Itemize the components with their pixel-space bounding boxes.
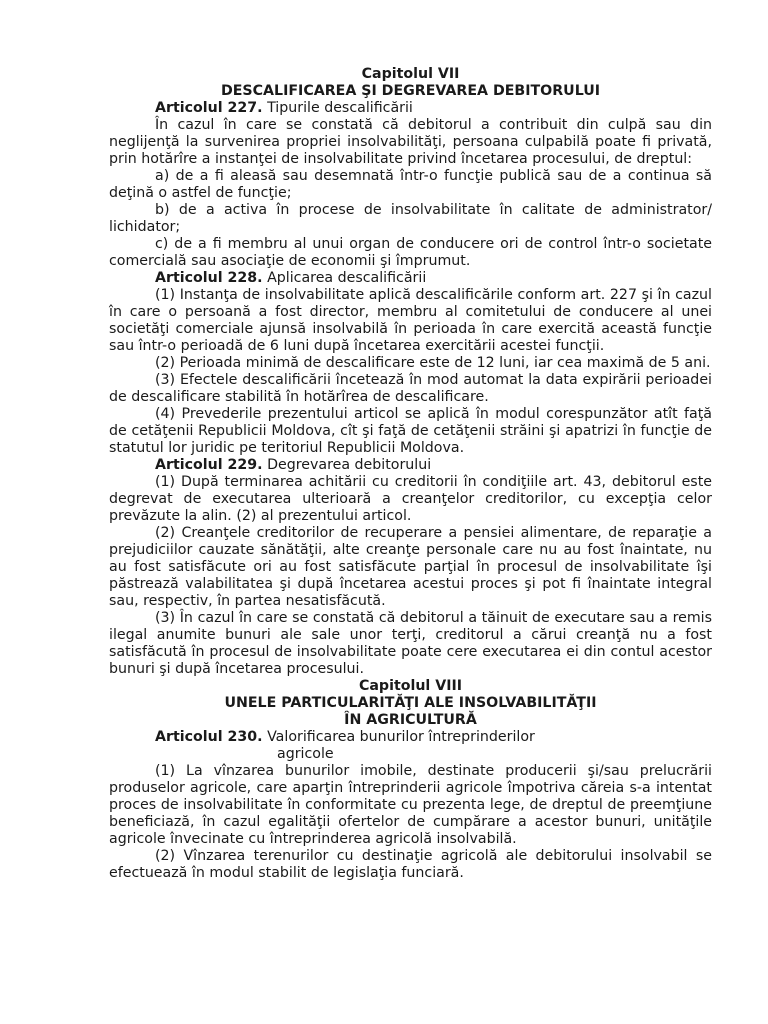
article-227-paragraph: b) de a activa în procese de insolvabilitate în calitate de administrator/ lichidator;	[109, 202, 712, 235]
article-230-heading	[109, 729, 712, 746]
article-227-paragraph: a) de a fi aleasă sau desemnată într-o funcţie publică sau de a continua să deţină o astfel de funcţie;	[109, 168, 712, 201]
chapter-8-title-line-2: ÎN AGRICULTURĂ	[344, 712, 477, 728]
article-228-label: Articolul 228.	[155, 270, 263, 286]
article-227-paragraph: c) de a fi membru al unui organ de conducere ori de control într-o societate comercială sau asociaţie de economii şi împrumut.	[109, 236, 712, 269]
article-229-paragraph: (1) După terminarea achitării cu creditorii în condiţiile art. 43, debitorul este degrevat de executarea ulterioară a creanţelor creditorilor, cu excepţia celor prevăzute la alin. (2) al prezentului articol.	[109, 474, 712, 524]
article-228-paragraph: (3) Efectele descalificării încetează în mod automat la data expirării perioadei de descalificare stabilită în hotărîrea de descalificare.	[109, 372, 712, 405]
article-228-paragraph: (1) Instanţa de insolvabilitate aplică descalificările conform art. 227 şi în cazul în care o persoană a fost director, membru al comitetului de conducere al unei societăţi comerciale ajunsă insolvabilă în perioada în care exercită această funcţie sau într-o perioadă de 6 luni după încetarea exercitării acestei funcţii.	[109, 287, 712, 354]
article-230-name: Valorificarea bunurilor întreprinderilor	[267, 729, 535, 745]
article-228-name: Aplicarea descalificării	[267, 270, 427, 286]
article-227-heading	[109, 100, 712, 117]
article-230-label: Articolul 230.	[155, 729, 263, 745]
article-230-paragraph: (2) Vînzarea terenurilor cu destinaţie agricolă ale debitorului insolvabil se efectuează în modul stabilit de legislaţia funciară.	[109, 848, 712, 881]
article-228-paragraph: (4) Prevederile prezentului articol se aplică în modul corespunzător atît faţă de cetăţenii Republicii Moldova, cît şi faţă de cetăţenii străini şi apatrizi în funcţie de statutul lor juridic pe teritoriul Republicii Moldova.	[109, 406, 712, 456]
article-228-paragraph: (2) Perioada minimă de descalificare este de 12 luni, iar cea maximă de 5 ani.	[155, 355, 711, 371]
article-229-name: Degrevarea debitorului	[267, 457, 432, 473]
article-229-label: Articolul 229.	[155, 457, 263, 473]
article-227-label: Articolul 227.	[155, 100, 263, 116]
article-229-heading	[109, 457, 712, 474]
chapter-7-heading: Capitolul VII	[361, 66, 460, 82]
chapter-7-title: DESCALIFICAREA ŞI DEGREVAREA DEBITORULUI	[220, 83, 601, 99]
article-230-paragraph: (1) La vînzarea bunurilor imobile, destinate producerii şi/sau prelucrării produselor agricole, care aparţin întreprinderii agricole împotriva căreia s-a intentat proces de insolvabilitate în conformitate cu prezenta lege, de dreptul de preemţiune beneficiază, în cazul egalităţii ofertelor de cumpărare a acestor bunuri, unităţile agricole învecinate cu întreprinderea agricolă insolvabilă.	[109, 763, 712, 847]
chapter-8-heading: Capitolul VIII	[358, 678, 463, 694]
article-227-paragraph: În cazul în care se constată că debitorul a contribuit din culpă sau din neglijenţă la survenirea propriei insolvabilităţi, persoana culpabilă poate fi privată, prin hotărîre a instanţei de insolvabilitate privind încetarea procesului, de dreptul:	[109, 117, 712, 167]
article-228-heading	[109, 270, 712, 287]
article-229-paragraph: (3) În cazul în care se constată că debitorul a tăinuit de executare sau a remis ilegal anumite bunuri ale sale unor terţi, creditorul a cărui creanţă nu a fost satisfăcută în procesul de insolvabilitate poate cere executarea ei din contul acestor bunuri şi după încetarea procesului.	[109, 610, 712, 677]
article-227-name: Tipurile descalificării	[267, 100, 413, 116]
article-229-paragraph: (2) Creanţele creditorilor de recuperare a pensiei alimentare, de reparaţie a prejudiciilor cauzate sănătăţii, alte creanţe personale care nu au fost înaintate, nu au fost satisfăcute ori au fost satisfăcute parţial în procesul de insolvabilitate îşi păstrează valabilitatea şi după încetarea acestui proces şi pot fi înaintate integral sau, respectiv, în partea nesatisfăcută.	[109, 525, 712, 609]
chapter-8-title-line-1: UNELE PARTICULARITĂŢI ALE INSOLVABILITĂŢII	[224, 695, 597, 711]
article-230-name-continued: agricole	[277, 746, 334, 762]
document-page	[109, 66, 712, 882]
